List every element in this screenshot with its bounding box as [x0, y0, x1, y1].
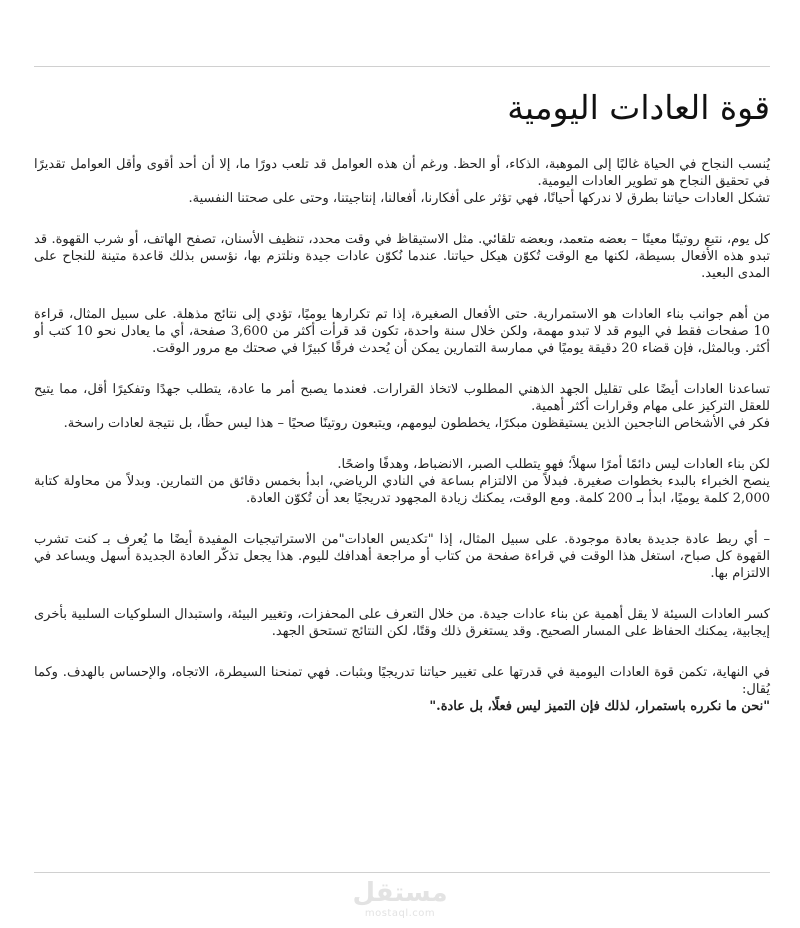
bottom-divider: [34, 872, 770, 873]
paragraph-line: تشكل العادات حياتنا بطرق لا ندركها أحيانًا، فهي تؤثر على أفكارنا، أفعالنا، إنتاجيتنا، وحتى على صحتنا النفسية.: [188, 190, 770, 206]
article-title: قوة العادات اليومية: [507, 88, 770, 127]
paragraph-line: – أي ربط عادة جديدة بعادة موجودة. على سبيل المثال، إذا "تكديس العادات"من الاستراتيجيات المفيدة أيضًا ما يُعرف بـ كنت تشرب القهوة كل صباح، استغل هذا الوقت في قراءة صفحة من كتاب أو مراجعة أهدافك لليوم. هذا يجعل تذكّر العادة الجديدة أسهل ويساعد في الالتزام بها.: [34, 531, 770, 581]
watermark-word: مستقل: [352, 878, 448, 908]
paragraph: [34, 456, 770, 507]
closing-quote: "نحن ما نكرره باستمرار، لذلك فإن التميز ليس فعلًا، بل عادة.": [429, 698, 770, 714]
paragraph-line: فكر في الأشخاص الناجحين الذين يستيقظون مبكرًا، يخططون ليومهم، ويتبعون روتينًا صحيًا – هذا ليس حظًا، بل نتيجة لعادات راسخة.: [63, 415, 770, 431]
paragraph: [34, 531, 770, 582]
paragraph-line: يُنسب النجاح في الحياة غالبًا إلى الموهبة، الذكاء، أو الحظ. ورغم أن هذه العوامل قد تلعب دورًا ما، إلا أن أحد أقوى وأقل العوامل تقديرًا في تحقيق النجاح هو تطوير العادات اليومية.: [34, 156, 770, 189]
paragraph-line: لكن بناء العادات ليس دائمًا أمرًا سهلاً؛ فهو يتطلب الصبر، الانضباط، وهدفًا واضحًا.: [337, 456, 770, 472]
closing-paragraph: [34, 664, 770, 715]
paragraph-line: من أهم جوانب بناء العادات هو الاستمرارية. حتى الأفعال الصغيرة، إذا تم تكرارها يوميًا، تؤدي إلى نتائج مذهلة. على سبيل المثال، قراءة 10 صفحات فقط في اليوم قد لا تبدو مهمة، ولكن خلال سنة واحدة، تكون قد قرأت أكثر من 3,600 صفحة، أي ما يعادل نحو 10 كتب أو أكثر. وبالمثل، فإن قضاء 20 دقيقة يوميًا في ممارسة التمارين يمكن أن يُحدث فرقًا كبيرًا في صحتك مع مرور الوقت.: [34, 306, 770, 356]
paragraph: [34, 156, 770, 207]
article: [34, 80, 770, 715]
paragraph-line: في النهاية، تكمن قوة العادات اليومية في قدرتها على تغيير حياتنا تدريجيًا وبثبات. فهي تمنحنا السيطرة، الاتجاه، والإحساس بالهدف. وكما يُقال:: [34, 664, 770, 697]
paragraph: [34, 381, 770, 432]
paragraph: [34, 606, 770, 640]
paragraph-line: كسر العادات السيئة لا يقل أهمية عن بناء عادات جيدة. من خلال التعرف على المحفزات، وتغيير البيئة، واستبدال السلوكيات السلبية بأخرى إيجابية، يمكنك الحفاظ على المسار الصحيح. وقد يستغرق ذلك وقتًا، لكن النتائج تستحق الجهد.: [34, 606, 770, 639]
paragraph: [34, 231, 770, 282]
paragraph-line: تساعدنا العادات أيضًا على تقليل الجهد الذهني المطلوب لاتخاذ القرارات. فعندما يصبح أمر ما عادة، يتطلب جهدًا وتفكيرًا أقل، مما يتيح للعقل التركيز على مهام وقرارات أكثر أهمية.: [34, 381, 770, 414]
paragraph: [34, 306, 770, 357]
watermark-url: mostaql.com: [364, 908, 436, 919]
mostaql-watermark-logo: [0, 878, 800, 920]
paragraph-line: كل يوم، نتبع روتينًا معينًا – بعضه متعمد، وبعضه تلقائي. مثل الاستيقاظ في وقت محدد، تنظيف الأسنان، تصفح الهاتف، أو شرب القهوة. قد تبدو هذه الأفعال بسيطة، لكنها مع الوقت تُكوّن هيكل حياتنا. عندما نُكوّن عادات جيدة ونلتزم بها، نؤسس بذلك قاعدة متينة للنجاح على المدى البعيد.: [34, 231, 770, 281]
top-divider: [34, 66, 770, 67]
paragraph-line: ينصح الخبراء بالبدء بخطوات صغيرة. فبدلاً من الالتزام بساعة في النادي الرياضي، ابدأ بخمس دقائق من التمارين. وبدلاً من محاولة كتابة 2,000 كلمة يوميًا، ابدأ بـ 200 كلمة. ومع الوقت، يمكنك زيادة المجهود تدريجيًا بعد أن تُكوّن العادة.: [34, 473, 770, 506]
